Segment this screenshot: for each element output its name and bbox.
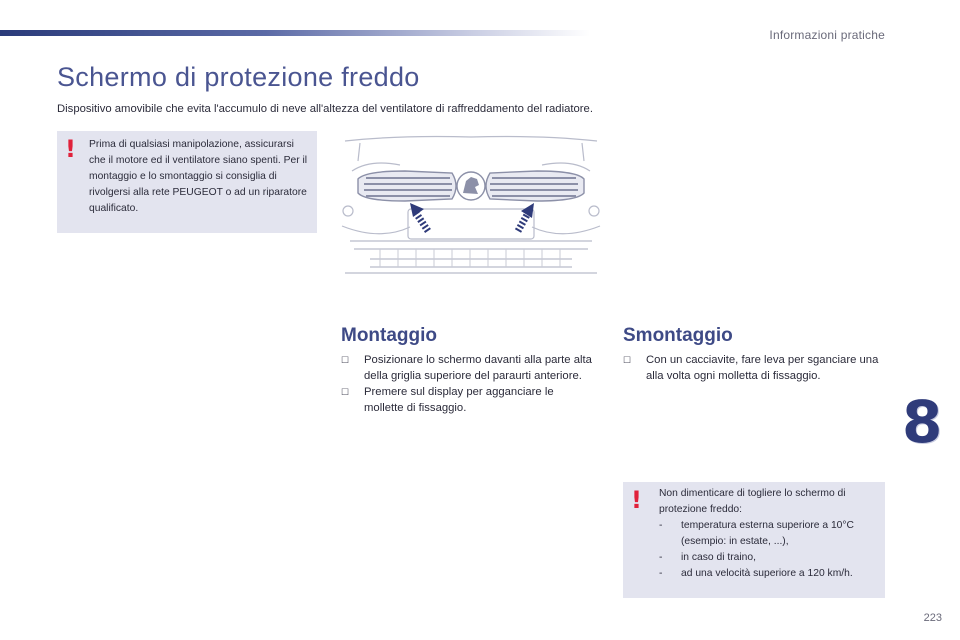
intro-text: Dispositivo amovibile che evita l'accumulo di neve all'altezza del ventilatore di raffreddamento del radiatore. bbox=[57, 103, 593, 115]
warning-bottom-intro: Non dimenticare di togliere lo schermo di protezione freddo: bbox=[659, 488, 846, 515]
checkbox-bullet-icon: ☐ bbox=[341, 355, 350, 365]
page-title: Schermo di protezione freddo bbox=[57, 62, 420, 92]
warning-item: in caso di traino, bbox=[681, 552, 756, 563]
step-text: Con un cacciavite, fare leva per sganciare una alla volta ogni molletta di fissaggio. bbox=[646, 354, 879, 382]
warning-top-text: Prima di qualsiasi manipolazione, assicurarsi che il motore ed il ventilatore siano spenti. Per il montaggio e lo smontaggio si consiglia di rivolgersi alla rete PEUGEOT o ad un riparatore qualificato. bbox=[89, 139, 308, 214]
page-number: 223 bbox=[923, 612, 942, 624]
montaggio-steps bbox=[341, 352, 596, 416]
exclamation-icon: ! bbox=[65, 135, 76, 163]
warning-box-bottom bbox=[623, 482, 885, 598]
list-item: - ad una velocità superiore a 120 km/h. bbox=[659, 568, 853, 579]
montaggio-title: Montaggio bbox=[341, 325, 438, 346]
list-item bbox=[341, 352, 596, 384]
section-header: Informazioni pratiche bbox=[769, 28, 885, 42]
arrow-left bbox=[416, 213, 428, 231]
smontaggio-title: Smontaggio bbox=[623, 325, 733, 346]
checkbox-bullet-icon: ☐ bbox=[623, 355, 632, 365]
header-gradient-bar bbox=[0, 30, 590, 36]
smontaggio-steps bbox=[623, 352, 888, 384]
checkbox-bullet-icon: ☐ bbox=[341, 387, 350, 397]
exclamation-icon: ! bbox=[631, 486, 642, 514]
step-text: Premere sul display per agganciare le mollette di fissaggio. bbox=[364, 386, 554, 414]
warning-item: ad una velocità superiore a 120 km/h. bbox=[681, 568, 853, 579]
list-item bbox=[623, 352, 888, 384]
arrow-right bbox=[518, 213, 528, 231]
warning-bottom-text bbox=[659, 486, 881, 582]
list-item bbox=[341, 384, 596, 416]
warning-box-top bbox=[57, 131, 317, 233]
warning-item: temperatura esterna superiore a 10°C (esempio: in estate, ...), bbox=[681, 520, 854, 547]
warning-bottom-list bbox=[659, 518, 881, 582]
chapter-number: 8 bbox=[902, 388, 943, 456]
grille-illustration bbox=[340, 131, 602, 276]
list-item: - temperatura esterna superiore a 10°C (esempio: in estate, ...), bbox=[659, 520, 854, 547]
list-item: - in caso di traino, bbox=[659, 552, 756, 563]
step-text: Posizionare lo schermo davanti alla parte alta della griglia superiore del paraurti anteriore. bbox=[364, 354, 592, 382]
